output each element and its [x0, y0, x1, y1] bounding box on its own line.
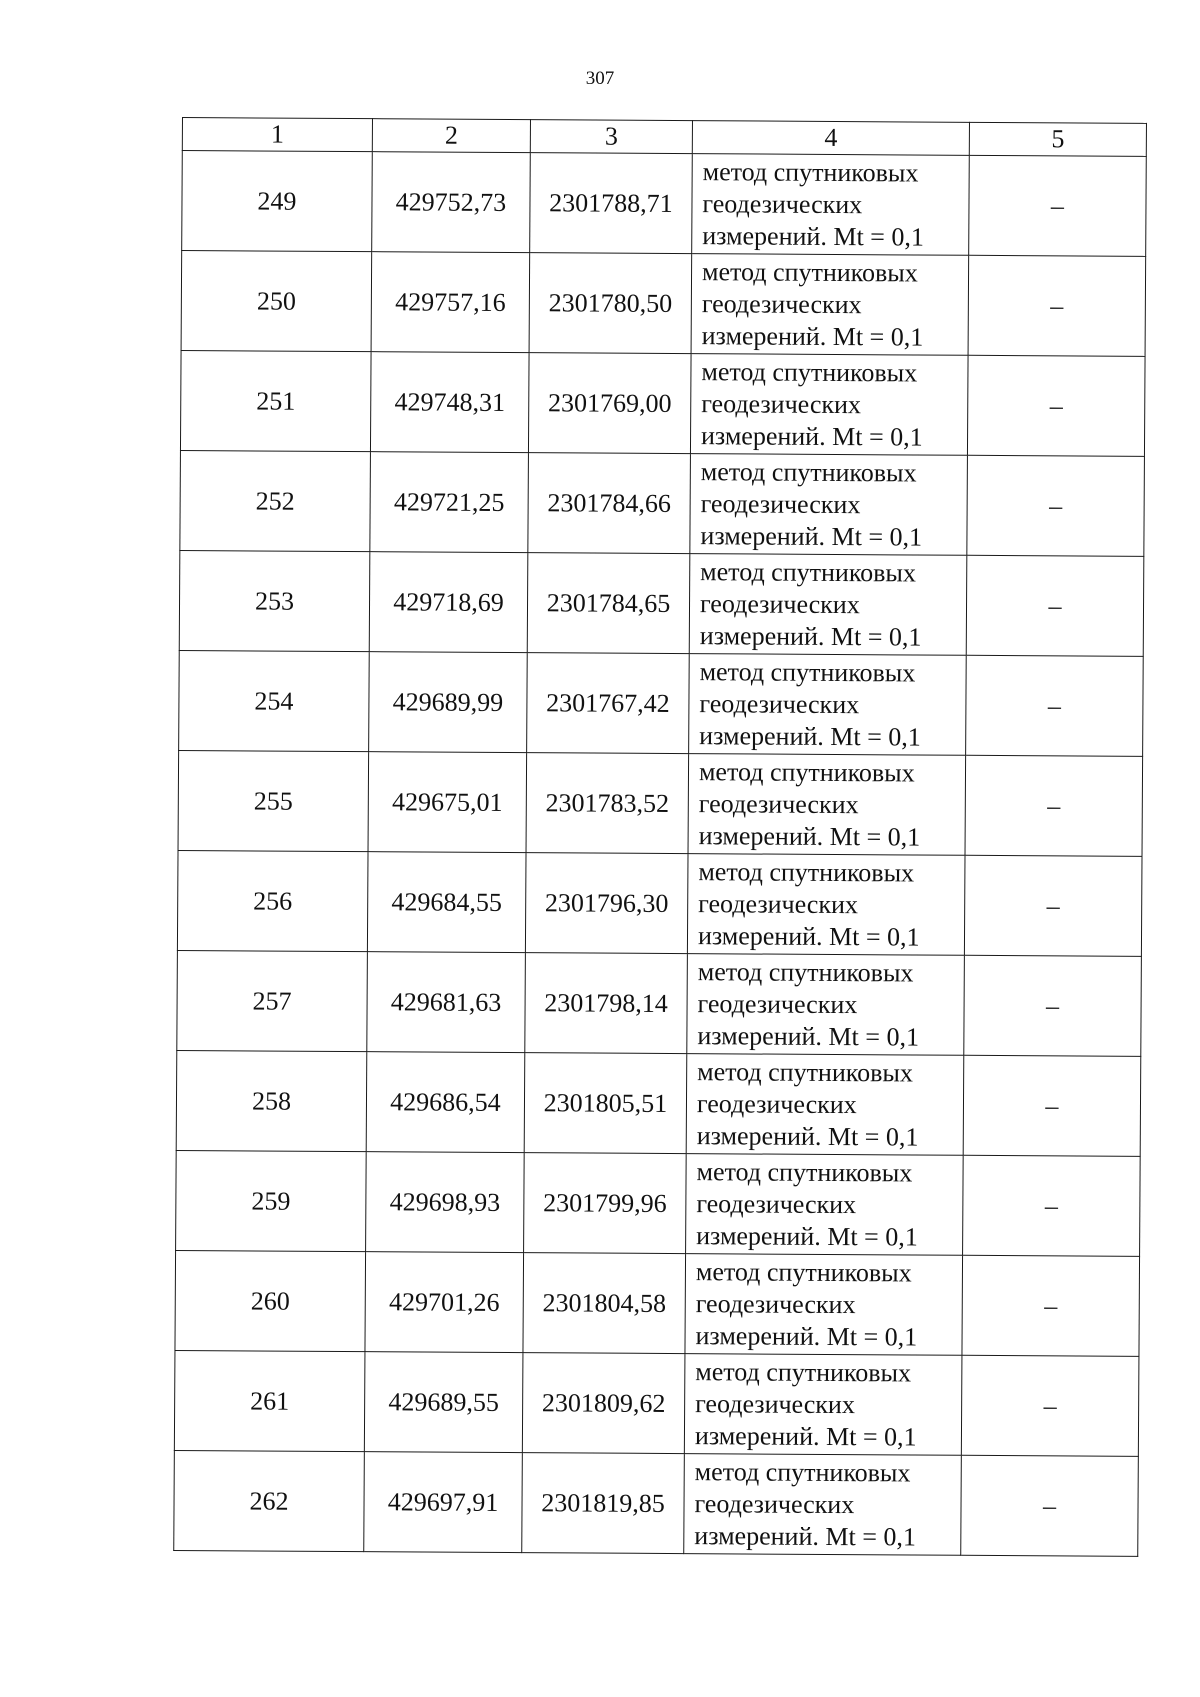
method-line: метод спутниковых	[698, 756, 915, 787]
method-line: метод спутниковых	[695, 1356, 912, 1387]
coordinate-x-cell: 429675,01	[368, 752, 527, 853]
method-cell	[688, 754, 966, 856]
coordinate-x-cell: 429748,31	[370, 352, 529, 453]
note-cell: –	[967, 455, 1145, 556]
note-cell: –	[962, 1255, 1140, 1356]
method-line: геодезических	[698, 888, 859, 919]
coordinate-x-cell: 429752,73	[372, 152, 531, 253]
method-cell	[687, 954, 965, 1056]
point-number-cell: 249	[182, 151, 373, 252]
point-number-cell: 252	[180, 450, 371, 551]
header-col-5: 5	[969, 122, 1146, 156]
method-line: метод спутниковых	[701, 256, 918, 287]
point-number-cell: 250	[181, 251, 372, 352]
method-line: геодезических	[701, 388, 862, 419]
note-cell: –	[963, 1055, 1141, 1156]
table-row	[174, 1450, 1139, 1556]
point-number-cell: 254	[179, 650, 370, 751]
coordinate-x-cell: 429686,54	[366, 1052, 525, 1153]
coordinate-x-cell: 429698,93	[366, 1152, 525, 1253]
coordinate-x-cell: 429684,55	[367, 852, 526, 953]
note-cell: –	[968, 255, 1146, 356]
table-row	[181, 251, 1146, 357]
method-line: измерений. Mt = 0,1	[699, 720, 921, 752]
method-line: метод спутниковых	[696, 1156, 913, 1187]
method-line: геодезических	[695, 1388, 855, 1419]
point-number-cell: 258	[176, 1050, 367, 1151]
method-line: измерений. Mt = 0,1	[696, 1220, 918, 1252]
method-cell	[686, 1054, 964, 1156]
coordinate-y-cell: 2301769,00	[528, 353, 691, 454]
table-row	[179, 550, 1144, 656]
table-row	[174, 1350, 1139, 1456]
table-row	[176, 1150, 1141, 1256]
coordinate-x-cell: 429701,26	[365, 1252, 524, 1353]
method-line: метод спутниковых	[697, 1056, 913, 1087]
table-row	[182, 151, 1147, 257]
method-line: метод спутниковых	[701, 356, 918, 387]
method-cell	[692, 154, 970, 256]
coordinate-y-cell: 2301799,96	[524, 1153, 687, 1254]
method-line: геодезических	[697, 988, 858, 1019]
header-col-3: 3	[530, 120, 692, 154]
method-line: метод спутниковых	[695, 1256, 912, 1287]
method-cell	[684, 1454, 962, 1556]
note-cell: –	[967, 355, 1145, 456]
method-cell	[689, 554, 967, 656]
coordinate-y-cell: 2301798,14	[525, 953, 688, 1054]
header-col-4: 4	[692, 121, 969, 156]
table-row	[180, 350, 1145, 456]
header-col-2: 2	[372, 119, 530, 153]
coordinate-y-cell: 2301784,66	[528, 453, 691, 554]
coordinate-y-cell: 2301796,30	[525, 853, 688, 954]
point-number-cell: 255	[178, 750, 369, 851]
point-number-cell: 262	[174, 1450, 365, 1551]
table-row	[177, 850, 1142, 956]
coordinate-x-cell: 429721,25	[370, 452, 529, 553]
method-line: метод спутниковых	[700, 456, 917, 487]
coordinate-y-cell: 2301809,62	[522, 1353, 685, 1454]
method-line: геодезических	[700, 488, 861, 519]
coordinate-x-cell: 429757,16	[371, 252, 530, 353]
method-line: измерений. Mt = 0,1	[697, 920, 920, 952]
method-line: геодезических	[699, 588, 860, 619]
table-row	[177, 950, 1142, 1056]
method-line: геодезических	[694, 1488, 855, 1519]
coordinate-x-cell: 429689,99	[369, 652, 528, 753]
coordinates-table	[173, 117, 1147, 1557]
coordinate-y-cell: 2301783,52	[526, 753, 689, 854]
method-line: геодезических	[699, 688, 860, 719]
note-cell: –	[966, 555, 1144, 656]
coordinate-y-cell: 2301780,50	[529, 253, 692, 354]
note-cell: –	[965, 755, 1143, 856]
method-cell	[689, 654, 967, 756]
point-number-cell: 253	[179, 550, 370, 651]
method-line: метод спутниковых	[698, 856, 915, 887]
method-cell	[685, 1254, 963, 1356]
method-cell	[690, 454, 968, 556]
coordinate-y-cell: 2301784,65	[527, 553, 690, 654]
method-line: геодезических	[696, 1188, 857, 1219]
method-line: метод спутниковых	[697, 956, 914, 987]
coordinate-y-cell: 2301805,51	[524, 1053, 687, 1154]
method-line: геодезических	[695, 1288, 856, 1319]
table-row	[180, 450, 1145, 556]
page-number: 307	[585, 68, 615, 89]
point-number-cell: 260	[175, 1250, 366, 1351]
method-line: измерений. Mt = 0,1	[700, 420, 923, 452]
point-number-cell: 256	[177, 850, 368, 951]
method-cell	[691, 254, 969, 356]
note-cell: –	[961, 1455, 1139, 1556]
method-line: измерений. Mt = 0,1	[697, 1020, 920, 1052]
table-row	[176, 1050, 1141, 1156]
note-cell: –	[963, 1155, 1141, 1256]
method-cell	[687, 854, 965, 956]
method-line: измерений. Mt = 0,1	[700, 520, 923, 552]
method-line: измерений. Mt = 0,1	[702, 220, 924, 252]
coordinate-x-cell: 429681,63	[367, 952, 526, 1053]
method-line: измерений. Mt = 0,1	[694, 1520, 917, 1552]
table-row	[178, 750, 1143, 856]
method-line: измерений. Mt = 0,1	[698, 820, 921, 852]
coordinate-y-cell: 2301788,71	[530, 153, 693, 254]
coordinate-x-cell: 429718,69	[369, 552, 528, 653]
method-line: геодезических	[702, 188, 863, 219]
method-line: метод спутниковых	[700, 556, 917, 587]
point-number-cell: 261	[174, 1350, 365, 1451]
note-cell: –	[961, 1355, 1139, 1456]
header-col-1: 1	[182, 118, 372, 152]
note-cell: –	[969, 155, 1147, 256]
note-cell: –	[966, 655, 1144, 756]
method-cell	[690, 354, 968, 456]
method-cell	[684, 1354, 962, 1456]
note-cell: –	[964, 955, 1142, 1056]
point-number-cell: 257	[177, 950, 368, 1051]
coordinate-x-cell: 429689,55	[364, 1352, 523, 1453]
coordinate-x-cell: 429697,91	[364, 1452, 523, 1553]
table-body	[174, 151, 1147, 1557]
method-line: измерений. Mt = 0,1	[701, 320, 924, 352]
coordinate-y-cell: 2301767,42	[527, 653, 690, 754]
table-row	[175, 1250, 1140, 1356]
coordinate-y-cell: 2301819,85	[522, 1453, 685, 1554]
method-cell	[686, 1154, 964, 1256]
method-line: геодезических	[701, 288, 862, 319]
method-line: измерений. Mt = 0,1	[696, 1120, 919, 1152]
method-line: измерений. Mt = 0,1	[694, 1420, 917, 1452]
method-line: геодезических	[696, 1088, 857, 1119]
coordinate-y-cell: 2301804,58	[523, 1253, 686, 1354]
table-row	[179, 650, 1144, 756]
point-number-cell: 251	[180, 350, 371, 451]
method-line: метод спутниковых	[702, 156, 919, 187]
method-line: измерений. Mt = 0,1	[695, 1320, 918, 1352]
method-line: геодезических	[698, 788, 859, 819]
point-number-cell: 259	[176, 1150, 367, 1251]
method-line: измерений. Mt = 0,1	[699, 620, 922, 652]
method-line: метод спутниковых	[694, 1456, 911, 1487]
method-line: метод спутниковых	[699, 656, 916, 687]
note-cell: –	[964, 855, 1142, 956]
